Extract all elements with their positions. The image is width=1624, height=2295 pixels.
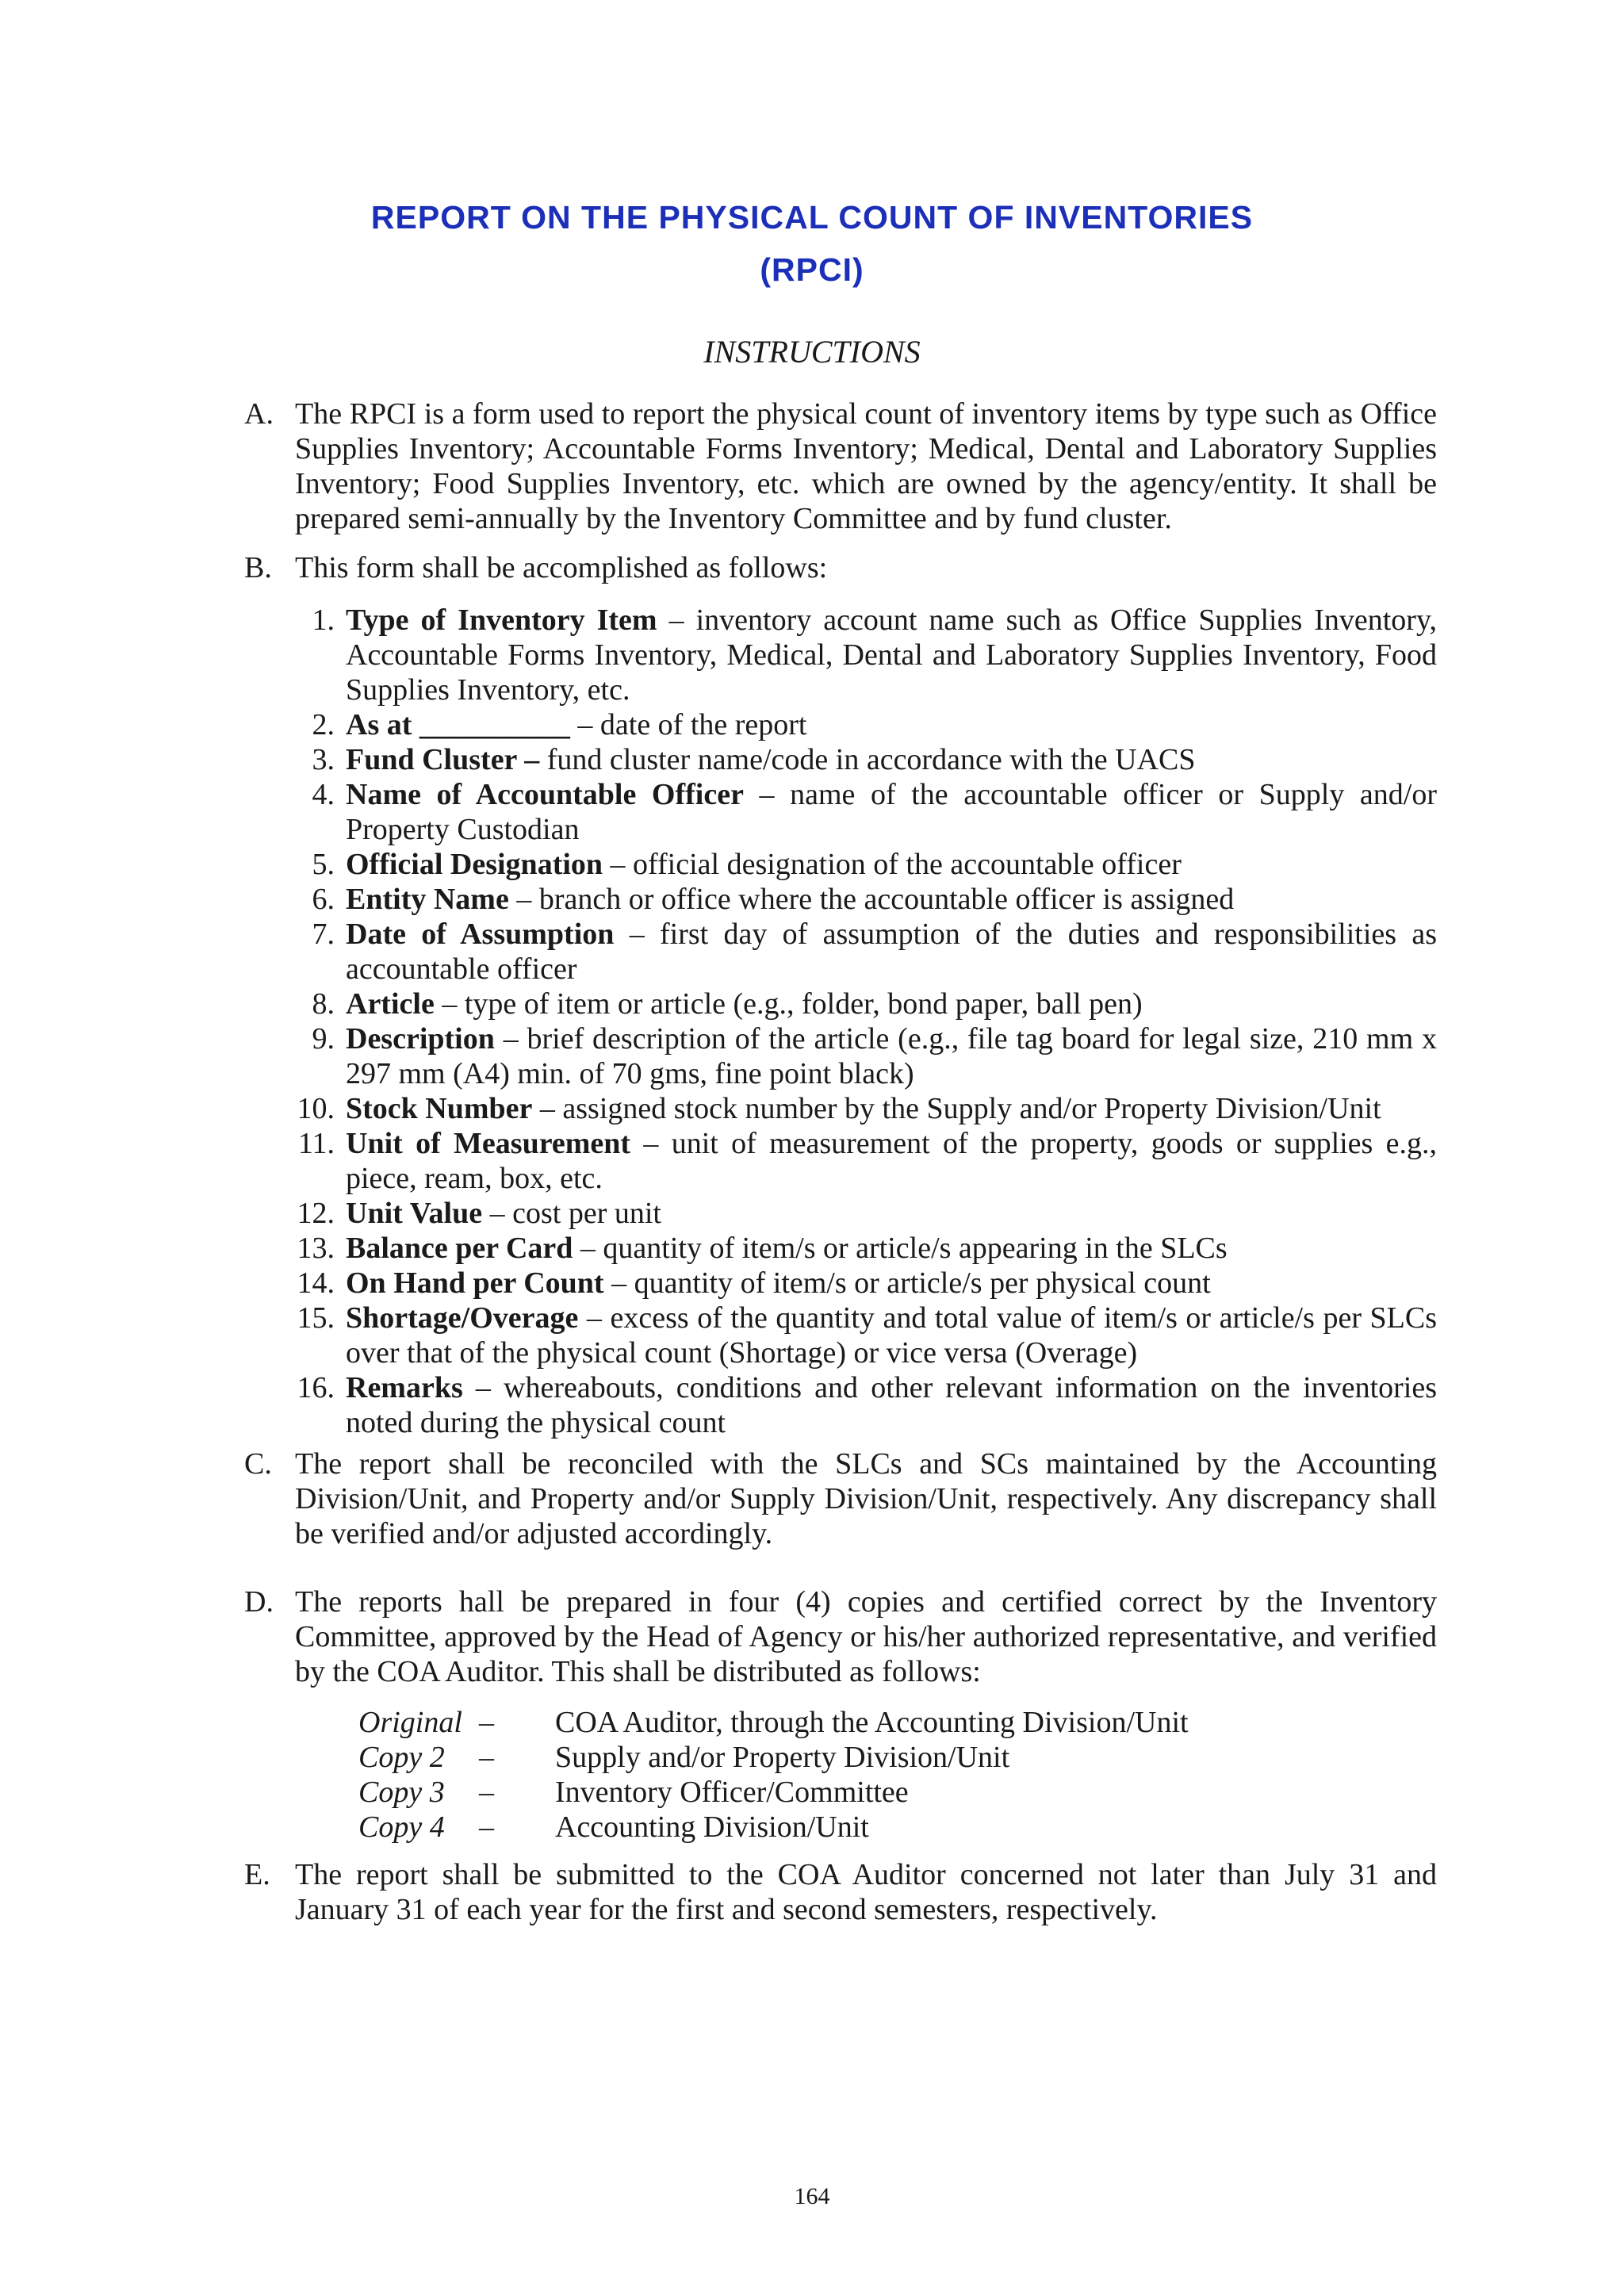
document-title-abbrev: (RPCI) (760, 251, 864, 288)
item-desc: – unit of measurement of the property, goods or supplies e.g., piece, ream, box, etc. (346, 1127, 1438, 1195)
item-desc: – whereabouts, conditions and other relevant information on the inventories noted during the physical count (346, 1371, 1437, 1439)
list-item: 7. Date of Assumption – first day of assumption of the duties and responsibilities as accountable officer (312, 918, 1437, 986)
item-desc: – type of item or article (e.g., folder, bond paper, ball pen) (434, 987, 1143, 1021)
section-letter: C. (244, 1447, 272, 1481)
list-item: 13. Balance per Card – quantity of item/s or article/s appearing in the SLCs (297, 1232, 1228, 1265)
copy-label: Copy 3 (358, 1776, 445, 1809)
list-item: 5. Official Designation – official designation of the accountable officer (312, 848, 1182, 881)
list-item: 11. Unit of Measurement – unit of measurement of the property, goods or supplies e.g., piece, ream, box, etc. (297, 1127, 1438, 1195)
item-term: As at __________ (346, 708, 570, 741)
copy-label: Original (358, 1706, 462, 1739)
item-desc: – excess of the quantity and total value of item/s or article/s per SLCs over that of the physical count (Shortage) or vice versa (Overage) (346, 1301, 1437, 1370)
list-item: 16. Remarks – whereabouts, conditions and other relevant information on the inventories noted during the physical count (297, 1371, 1437, 1439)
list-item: 15. Shortage/Overage – excess of the quantity and total value of item/s or article/s per SLCs over that of the physical count (Shortage) or vice versa (Overage) (297, 1301, 1437, 1370)
section-text: This form shall be accomplished as follows: (295, 551, 828, 584)
item-term: On Hand per Count (346, 1266, 604, 1300)
list-item: 12. Unit Value – cost per unit (297, 1197, 661, 1230)
item-term: Article (346, 987, 435, 1021)
copy-recipient: Accounting Division/Unit (555, 1810, 869, 1844)
list-item: 4. Name of Accountable Officer – name of the accountable officer or Supply and/or Property Custodian (312, 778, 1437, 846)
item-term: Type of Inventory Item (346, 603, 657, 637)
item-desc: – quantity of item/s or article/s per physical count (603, 1266, 1211, 1300)
item-term: Entity Name (346, 883, 509, 916)
list-item: 8. Article – type of item or article (e.g., folder, bond paper, ball pen) (312, 987, 1143, 1021)
copy-label: Copy 4 (358, 1810, 445, 1844)
item-desc: – brief description of the article (e.g., file tag board for legal size, 210 mm x 297 mm (A4) min. of 70 gms, fine point black) (346, 1022, 1437, 1090)
document-title: REPORT ON THE PHYSICAL COUNT OF INVENTORIES (370, 199, 1254, 236)
list-item: 2. As at __________ – date of the report (312, 708, 807, 741)
section-text: The report shall be submitted to the COA Auditor concerned not later than July 31 and January 31 of each year for the first and second semesters, respectively. (295, 1858, 1437, 1926)
item-desc: – cost per unit (482, 1197, 661, 1230)
copy-recipient: COA Auditor, through the Accounting Division/Unit (555, 1706, 1189, 1739)
page-number: 164 (794, 2183, 830, 2209)
section-c (244, 1446, 1437, 1551)
list-item: 6. Entity Name – branch or office where the accountable officer is assigned (312, 883, 1235, 916)
field-instructions-list (295, 603, 1437, 1440)
section-text: The reports hall be prepared in four (4) copies and certified correct by the Inventory Committee, approved by the Head of Agency or his/her authorized representative, and verified by the COA Auditor. This shall be distributed as follows: (295, 1585, 1437, 1688)
copy-recipient: Supply and/or Property Division/Unit (555, 1741, 1010, 1774)
item-term: Fund Cluster – (346, 743, 540, 776)
section-d (244, 1584, 1437, 1689)
item-term: Balance per Card (346, 1232, 573, 1265)
item-desc: – name of the accountable officer or Supply and/or Property Custodian (346, 778, 1437, 846)
item-term: Remarks (346, 1371, 463, 1404)
section-letter: D. (244, 1585, 274, 1619)
item-desc: – assigned stock number by the Supply and/or Property Division/Unit (532, 1092, 1381, 1125)
item-term: Date of Assumption (346, 918, 615, 951)
section-a (244, 397, 1437, 536)
list-item: 10. Stock Number – assigned stock number by the Supply and/or Property Division/Unit (297, 1092, 1381, 1125)
section-letter: B. (244, 551, 272, 584)
list-item: 3. Fund Cluster – fund cluster name/code in accordance with the UACS (312, 743, 1196, 776)
item-desc: – official designation of the accountable officer (603, 848, 1182, 881)
item-desc: – branch or office where the accountable officer is assigned (508, 883, 1235, 916)
item-term: Official Designation (346, 848, 603, 881)
list-item: 1. Type of Inventory Item – inventory account name such as Office Supplies Inventory, Accountable Forms Inventory, Medical, Dental and Laboratory Supplies Inventory, Food Supplies Inventory, etc. (312, 603, 1437, 707)
section-text: The RPCI is a form used to report the physical count of inventory items by type such as Office Supplies Inventory; Accountable Forms Inventory; Medical, Dental and Laboratory Supplies Inventory; Food Supplies Inventory, etc. which are owned by the agency/entity. It shall be prepared semi-annually by the Inventory Committee and by fund cluster. (295, 397, 1437, 535)
item-desc: – first day of assumption of the duties and responsibilities as accountable officer (346, 918, 1437, 986)
copy-recipient: Inventory Officer/Committee (555, 1776, 909, 1809)
item-desc: – quantity of item/s or article/s appearing in the SLCs (573, 1232, 1228, 1265)
section-b (244, 550, 1437, 585)
item-term: Name of Accountable Officer (346, 778, 744, 811)
list-item: 9. Description – brief description of the article (e.g., file tag board for legal size, 210 mm x 297 mm (A4) min. of 70 gms, fine point black) (312, 1022, 1437, 1090)
item-term: Shortage/Overage (346, 1301, 579, 1335)
item-desc: fund cluster name/code in accordance with the UACS (539, 743, 1196, 776)
item-term: Unit Value (346, 1197, 483, 1230)
section-letter: E. (244, 1858, 270, 1891)
section-letter: A. (244, 397, 274, 431)
section-e (244, 1857, 1437, 1927)
item-desc: – date of the report (569, 708, 807, 741)
item-term: Description (346, 1022, 495, 1056)
section-text: The report shall be reconciled with the SLCs and SCs maintained by the Accounting Division/Unit, and Property and/or Supply Division/Unit, respectively. Any discrepancy shall be verified and/or adjusted accordingly. (295, 1447, 1437, 1550)
copy-label: Copy 2 (358, 1741, 445, 1774)
item-term: Unit of Measurement (346, 1127, 631, 1160)
document-page: REPORT ON THE PHYSICAL COUNT OF INVENTORIES (RPCI) INSTRUCTIONS A. The RPCI is a form used to report the physical count of inventory items by type such as Office Supplies Inventory; Accountable Forms Inventory; Medical, Dental and Laboratory Supplies Inventory; Food Supplies Inventory, etc. which are owned by the agency/entity. It shall be prepared semi-annually by the Inventory Committee and by fund cluster. B. This form shall be accomplished as follows: 1. Type of Inventory Item – inventory account name such as Office Supplies Inventory, Accountable Forms Inventory, Medical, Dental and Laboratory Supplies Inventory, Food Supplies Inventory, etc. 2. As at __________ – date of the report 3. Fund Cluster – fund cluster name/code in accordance with the UACS 4. Name of Accountable Officer – name of the accountable officer or Supply and/or Property Custodian 5. Official Designation – official designation of the accountable officer 6. Entity Name – branch or office where the accountable officer is assigned 7. Date of Assumption – first day of assumption of the duties and responsibilities as accountable officer 8. Article – type of item or article (e.g., folder, bond paper, ball pen) 9. Description – brief description of the article (e.g., file tag board for legal size, 210 mm x 297 mm (A4) min. of 70 gms, fine point black) 10. Stock Number – assigned stock number by the Supply and/or Property Division/Unit 11. Unit of Measurement – unit of measurement of the property, goods or supplies e.g., piece, ream, box, etc. 12. Unit Value – cost per unit 13. Balance per Card – quantity of item/s or article/s appearing in the SLCs 14. On Hand per Count – quantity of item/s or article/s per physical count 15. Shortage/Overage – excess of the quantity and total value of item/s or article/s per SLCs over that of the physical count (Shortage) or vice versa (Overage) 16. Remarks – whereabouts, conditions and other relevant information on the inventories noted during the physical count C. The report shall be reconciled with the SLCs and SCs maintained by the Accounting Division/Unit, and Property and/or Supply Division/Unit, respectively. Any discrepancy shall be verified and/or adjusted accordingly. D. The reports hall be prepared in four (4) copies and certified correct by the Inventory Committee, approved by the Head of Agency or his/her authorized representative, and verified by the COA Auditor. This shall be distributed as follows: Original – COA Auditor, through the Accounting Division/Unit Copy 2 – Supply and/or Property Division/Unit Copy 3 – Inventory Officer/Committee Copy 4 – Accounting Division/Unit E. The report shall be submitted to the COA Auditor concerned not later than July 31 and January 31 of each year for the first and second semesters, respectively. 164 (0, 0, 1624, 2295)
instructions-heading: INSTRUCTIONS (703, 334, 921, 370)
list-item: 14. On Hand per Count – quantity of item/s or article/s per physical count (297, 1266, 1211, 1300)
item-desc: – inventory account name such as Office Supplies Inventory, Accountable Forms Inventory, Medical, Dental and Laboratory Supplies Inventory, Food Supplies Inventory, etc. (346, 603, 1437, 707)
item-term: Stock Number (346, 1092, 533, 1125)
